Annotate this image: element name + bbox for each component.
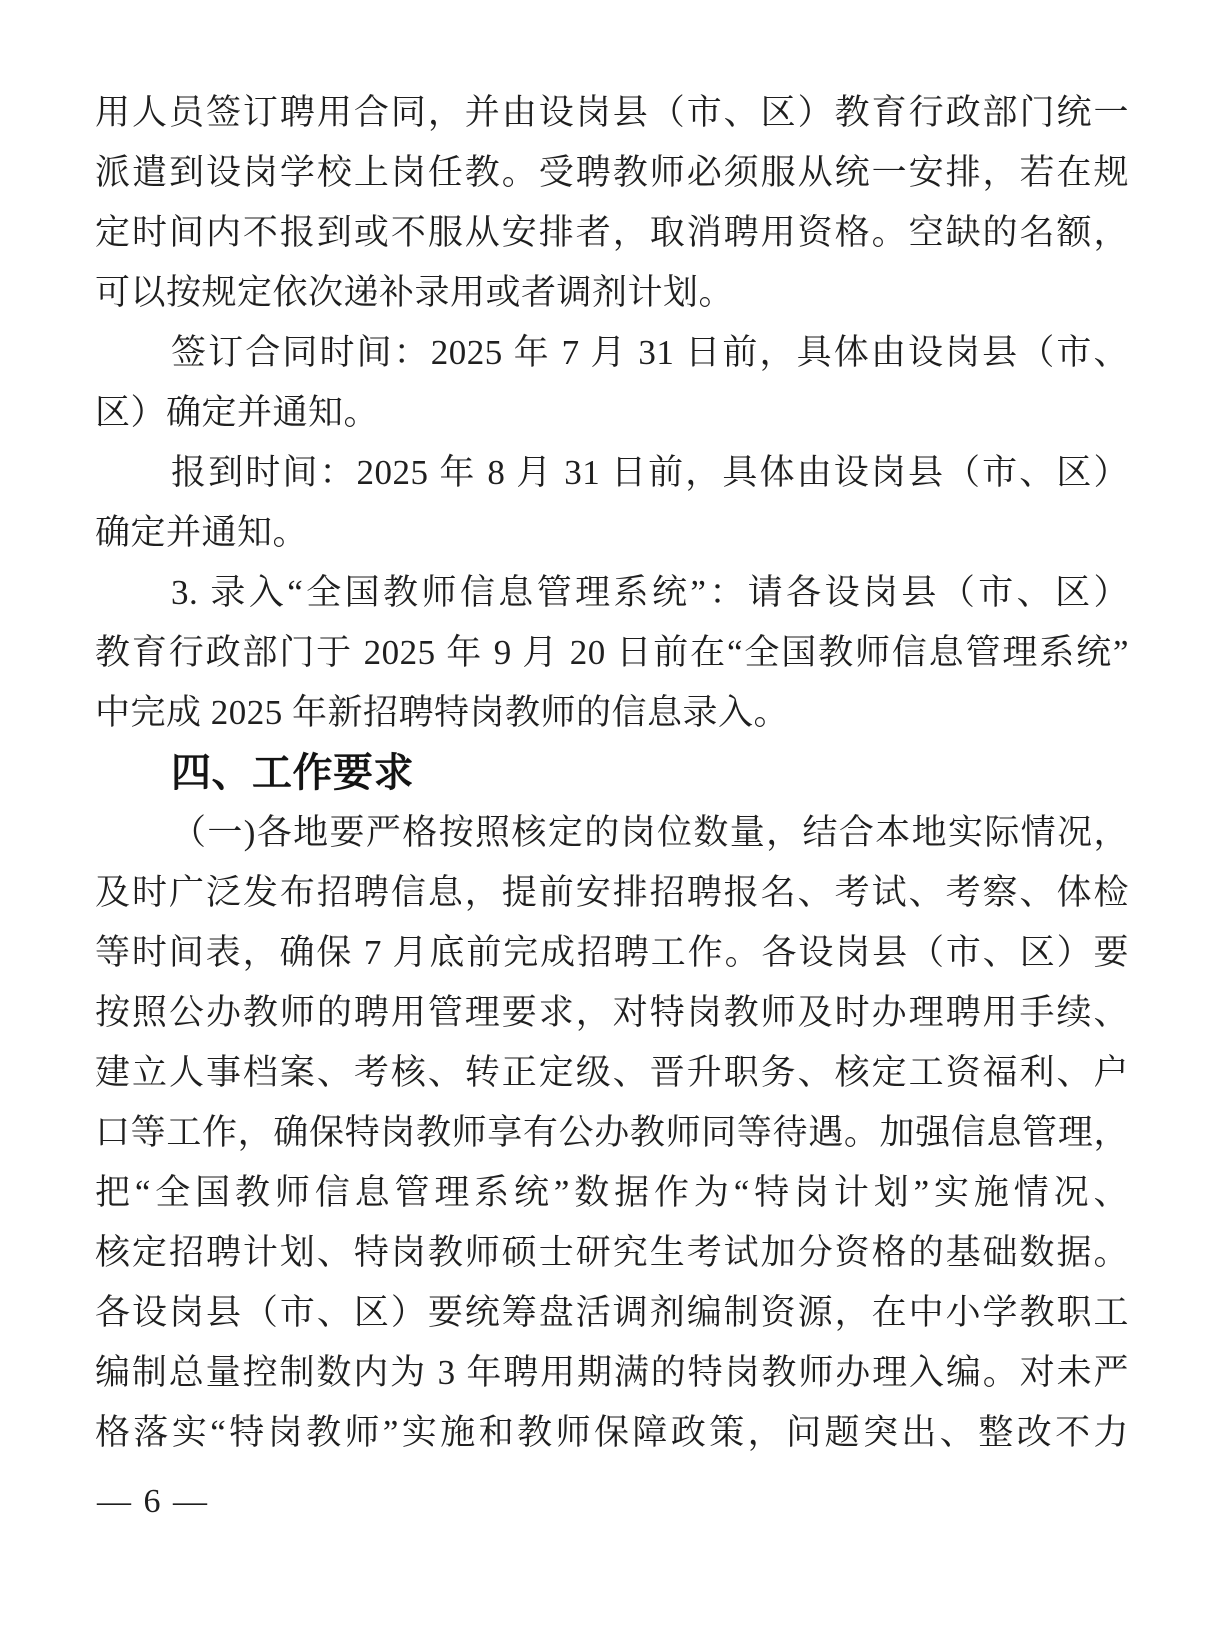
body-line: 等时间表，确保 7 月底前完成招聘工作。各设岗县（市、区）要	[95, 933, 1129, 972]
body-line: 区）确定并通知。	[95, 393, 380, 432]
body-line: 用人员签订聘用合同，并由设岗县（市、区）教育行政部门统一	[95, 93, 1129, 132]
body-line: （一)各地要严格按照核定的岗位数量，结合本地实际情况，	[171, 813, 1129, 852]
body-line: 及时广泛发布招聘信息，提前安排招聘报名、考试、考察、体检	[95, 873, 1129, 912]
body-line: 派遣到设岗学校上岗任教。受聘教师必须服从统一安排，若在规	[95, 153, 1129, 192]
body-line: 口等工作，确保特岗教师享有公办教师同等待遇。加强信息管理，	[95, 1113, 1129, 1152]
body-line: 建立人事档案、考核、转正定级、晋升职务、核定工资福利、户	[95, 1053, 1129, 1092]
body-line: 把“全国教师信息管理系统”数据作为“特岗计划”实施情况、	[95, 1173, 1129, 1212]
body-line: 签订合同时间：2025 年 7 月 31 日前，具体由设岗县（市、	[171, 333, 1129, 372]
body-line: 可以按规定依次递补录用或者调剂计划。	[95, 273, 735, 312]
body-line: 报到时间：2025 年 8 月 31 日前，具体由设岗县（市、区）	[171, 453, 1129, 492]
section-heading: 四、工作要求	[171, 751, 414, 795]
body-line: 定时间内不报到或不服从安排者，取消聘用资格。空缺的名额，	[95, 213, 1129, 252]
document-body	[95, 83, 1129, 1463]
body-line: 中完成 2025 年新招聘特岗教师的信息录入。	[95, 693, 790, 732]
body-line: 格落实“特岗教师”实施和教师保障政策，问题突出、整改不力	[95, 1413, 1129, 1452]
body-line: 教育行政部门于 2025 年 9 月 20 日前在“全国教师信息管理系统”	[95, 633, 1129, 672]
body-line: 按照公办教师的聘用管理要求，对特岗教师及时办理聘用手续、	[95, 993, 1129, 1032]
body-line: 3. 录入“全国教师信息管理系统”：请各设岗县（市、区）	[171, 573, 1129, 612]
page-number: — 6 —	[97, 1483, 209, 1520]
body-line: 确定并通知。	[95, 513, 309, 552]
body-line: 各设岗县（市、区）要统筹盘活调剂编制资源，在中小学教职工	[95, 1293, 1129, 1332]
body-line: 核定招聘计划、特岗教师硕士研究生考试加分资格的基础数据。	[95, 1233, 1129, 1272]
body-line: 编制总量控制数内为 3 年聘用期满的特岗教师办理入编。对未严	[95, 1353, 1129, 1392]
